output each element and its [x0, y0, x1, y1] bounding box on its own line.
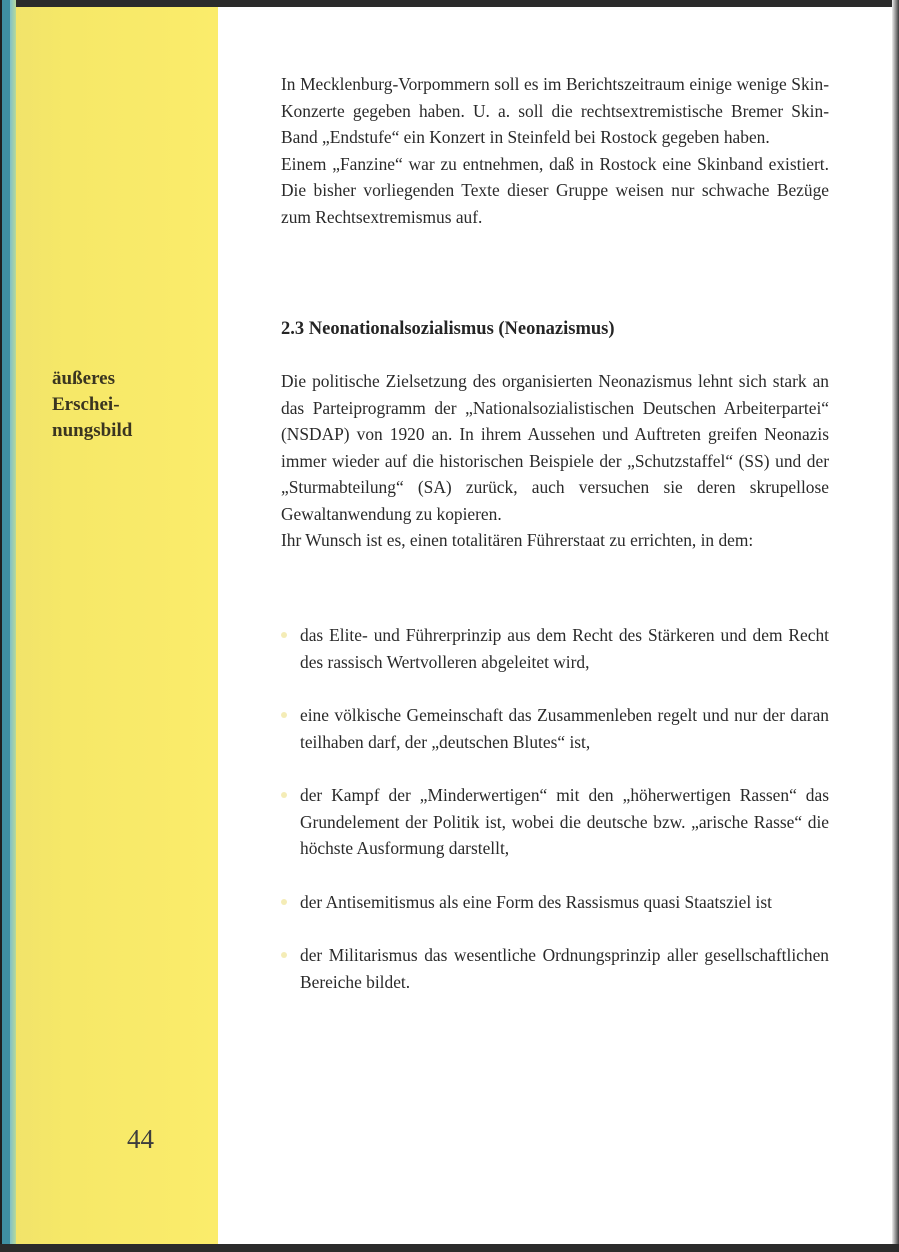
list-item-text: der Militarismus das wesentliche Ordnungsprinzip aller gesellschaftlichen Bereiche bildet. — [300, 945, 829, 992]
paragraph: Die politische Zielsetzung des organisierten Neonazismus lehnt sich stark an das Parteiprogramm der „Nationalsozialistischen Deutschen Arbeiterpartei“ (NSDAP) von 1920 an. In ihrem Aussehen und Auftreten greifen Neonazis immer wieder auf die historischen Beispiele der „Schutzstaffel“ (SS) und der „Sturmabteilung“ (SA) zurück, auch versuchen sie deren skrupellose Gewaltanwendung zu kopieren. — [281, 371, 829, 524]
margin-band — [16, 7, 218, 1244]
paragraph: In Mecklenburg-Vorpommern soll es im Berichtszeitraum einige wenige Skin-Konzerte gegeben haben. U. a. soll die rechtsextremistische Bremer Skin-Band „Endstufe“ ein Konzert in Steinfeld bei Rostock gegeben haben. — [281, 74, 829, 147]
list-item-text: der Kampf der „Minderwertigen“ mit den „höherwertigen Rassen“ das Grundelement der Politik ist, wobei die deutsche bzw. „arische Rasse“ die höchste Ausformung darstellt, — [300, 785, 829, 858]
list-item — [281, 702, 829, 755]
page-edge-left — [0, 0, 16, 1252]
scan-border-right — [892, 0, 899, 1252]
page-number: 44 — [127, 1124, 154, 1154]
bullet-list — [281, 622, 829, 995]
bullet-icon — [281, 899, 287, 905]
margin-note-line: nungsbild — [52, 420, 133, 441]
paragraph: Ihr Wunsch ist es, einen totalitären Führerstaat zu errichten, in dem: — [281, 530, 754, 550]
list-item — [281, 622, 829, 675]
list-item — [281, 889, 829, 916]
list-item-text: das Elite- und Führerprinzip aus dem Recht des Stärkeren und dem Recht des rassisch Wertvolleren abgeleitet wird, — [300, 625, 829, 672]
intro-text — [281, 71, 829, 230]
section-heading: 2.3 Neonationalsozialismus (Neonazismus) — [281, 319, 615, 339]
scan-border-top — [0, 0, 899, 7]
bullet-icon — [281, 952, 287, 958]
list-item — [281, 942, 829, 995]
list-item — [281, 782, 829, 862]
margin-note-line: Erschei- — [52, 394, 120, 415]
bullet-icon — [281, 632, 287, 638]
list-item-text: eine völkische Gemeinschaft das Zusammenleben regelt und nur der daran teilhaben darf, der „deutschen Blutes“ ist, — [300, 705, 829, 752]
margin-note — [52, 366, 202, 444]
margin-note-line: äußeres — [52, 368, 115, 389]
section-body — [281, 368, 829, 554]
list-item-text: der Antisemitismus als eine Form des Rassismus quasi Staatsziel ist — [300, 891, 772, 912]
bullet-icon — [281, 792, 287, 798]
bullet-icon — [281, 712, 287, 718]
paragraph: Einem „Fanzine“ war zu entnehmen, daß in Rostock eine Skinband existiert. Die bisher vorliegenden Texte dieser Gruppe weisen nur schwache Bezüge zum Rechtsextremismus auf. — [281, 153, 829, 227]
scan-border-bottom — [0, 1244, 899, 1252]
